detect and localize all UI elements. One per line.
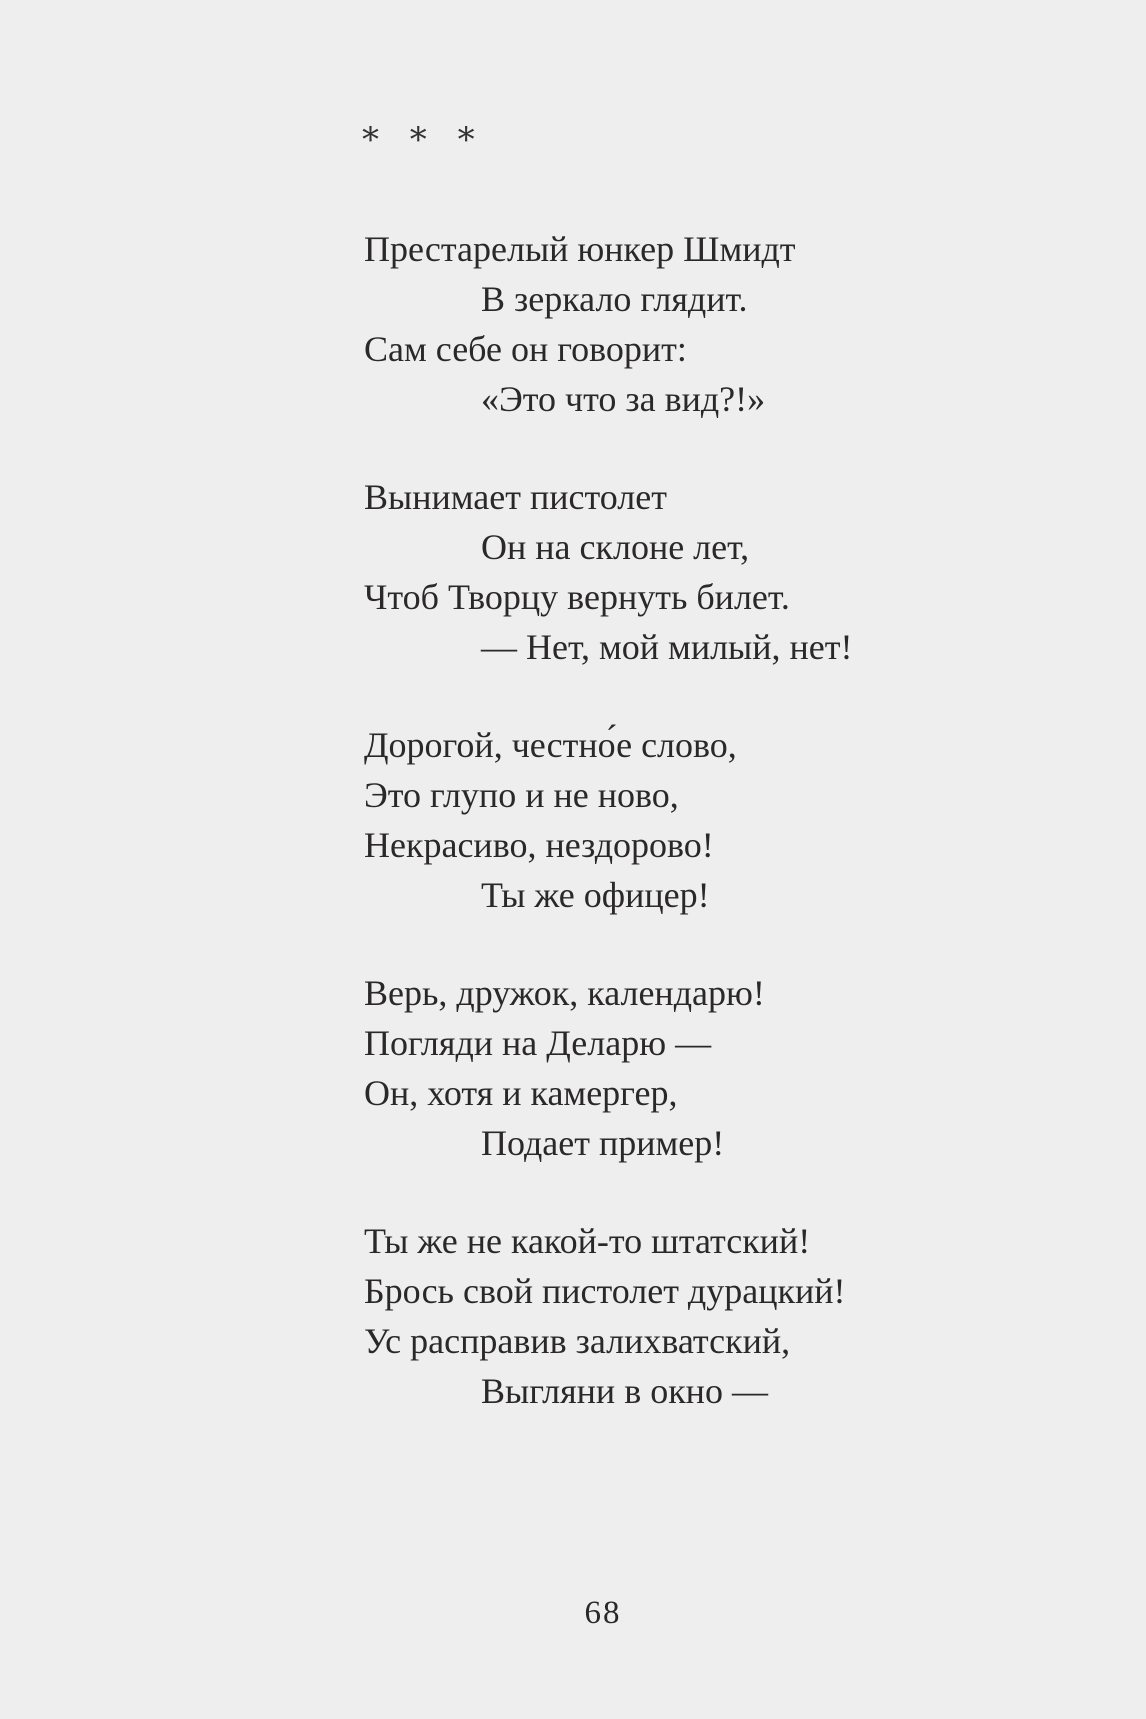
poem-line: Дорогой, честно́е слово,	[364, 725, 737, 765]
poem-line: Вынимает пистолет	[364, 477, 667, 517]
poem-line: Это глупо и не ново,	[364, 775, 679, 815]
poem-line: Он, хотя и камергер,	[364, 1073, 678, 1113]
poem-line: Брось свой пистолет дурацкий!	[364, 1271, 846, 1311]
section-separator: * * *	[362, 120, 485, 160]
poem-line: Ус расправив залихватский,	[364, 1321, 791, 1361]
poem-line: Погляди на Деларю —	[364, 1023, 712, 1063]
poem-line: Ты же не какой-то штатский!	[364, 1221, 811, 1261]
poem-line: Выгляни в окно —	[481, 1371, 768, 1411]
stanza	[364, 968, 1124, 1168]
stanza	[364, 224, 1124, 424]
poem-line: Он на склоне лет,	[481, 527, 750, 567]
poem-line: Престарелый юнкер Шмидт	[364, 229, 796, 269]
poem-line: Верь, дружок, календарю!	[364, 973, 765, 1013]
poem-line: «Это что за вид?!»	[481, 379, 766, 419]
poem-line: Ты же офицер!	[481, 875, 710, 915]
poem-line: В зеркало глядит.	[481, 279, 748, 319]
page-number: 68	[584, 1595, 622, 1631]
poem-line: Некрасиво, нездорово!	[364, 825, 714, 865]
stanza	[364, 1216, 1124, 1416]
poem-line: Чтоб Творцу вернуть билет.	[364, 577, 790, 617]
poem-line: Подает пример!	[481, 1123, 725, 1163]
poem-line: — Нет, мой милый, нет!	[481, 627, 853, 667]
poem-line: Сам себе он говорит:	[364, 329, 687, 369]
stanza	[364, 720, 1124, 920]
poem	[364, 224, 1124, 1464]
stanza	[364, 472, 1124, 672]
